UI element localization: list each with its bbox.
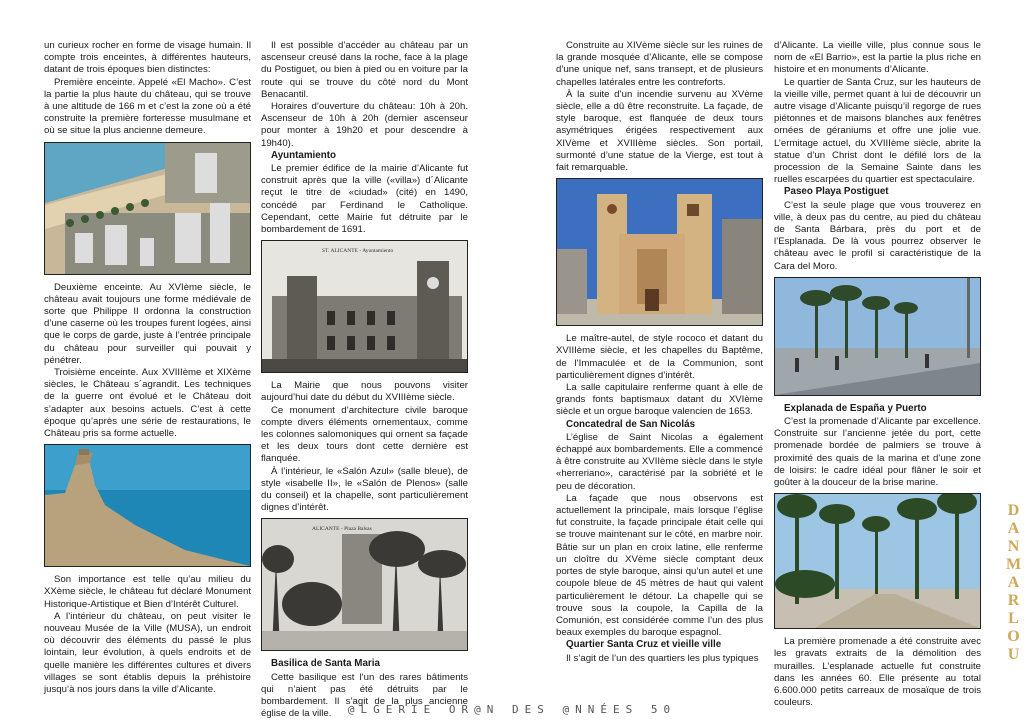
paragraph: Construite au XIVème siècle sur les ruines de la grande mosquée d’Alicante, elle se compose d’une unique nef, sans transept, et de plusieurs chapelles latérales entre les contreforts. xyxy=(556,40,763,88)
paragraph: Horaires d’ouverture du château: 10h à 20h. Ascenseur de 10h à 20h (dernier ascenseur pour monter à 19h20 et pour descendre à 19h40). xyxy=(261,101,468,149)
column-4 xyxy=(774,40,981,710)
paragraph: Première enceinte. Appelé «El Macho». C’est la partie la plus haute du château, qui se trouve à une altitude de 166 m et c’est la zone où a été construite la première forteresse musulmane et où se situe la plus ancienne demeure. xyxy=(44,76,251,137)
paragraph: A l’intérieur du château, on peut visiter le nouveau Musée de la Ville (MUSA), un endroit où découvrir des éléments du passé le plus lointain, leur évolution, à quels endroits et de quelle manière les différentes cultures et divers villages se sont établis depuis la préhistoire jusqu’à nos jours dans la ville d’Alicante. xyxy=(44,610,251,696)
photo-ayuntamiento-old xyxy=(261,240,468,373)
column-2 xyxy=(261,40,468,721)
paragraph: Il s’agit de l’un des quartiers les plus typiques xyxy=(566,652,759,664)
photo-paseo-postiguet xyxy=(774,277,981,396)
paragraph: un curieux rocher en forme de visage humain. Il compte trois enceintes, à différentes hauteurs, datant de trois époques bien distinctes: xyxy=(44,40,251,76)
page-footer: @LGERIE OR@N DES @NNÉES 50 xyxy=(347,703,677,716)
side-watermark-label: DANMARLOU xyxy=(1005,502,1022,664)
paragraph: Le maître-autel, de style rococo et datant du XVIIIème siècle, et les chapelles du Baptême, de l’Immaculée et de la Communion, sont particulièrement dignes d’intérêt. xyxy=(556,333,763,381)
section-heading: Quartier Santa Cruz et vieille ville xyxy=(566,639,722,651)
paragraph: La façade que nous observons est actuellement la principale, mais lorsque l’église fut construite, la façade principale était celle qui se trouve maintenant sur le côté, en marbre noir. Bâtie sur un plan en croix latine, elle renferme un cloître du XVème siècle comptant deux portes de style baroque, ainsi qu’un autel et une coupole bleue de 45 mètres de haut qui valent particulièrement le détour. La chapelle qui se trouve sous la coupole, la Capilla de la Comunión, est considérée comme l’un des plus beaux exemples du baroque espagnol. xyxy=(556,492,763,639)
paragraph: Troisième enceinte. Aux XVIIIème et XIXème siècles, le Château s´agrandit. Les techniques de la guerre ont évolué et le Château doit s’adapter aux besoins actuels. C’est à cette époque qu’après une série de restaurations, le Château pris sa forme actuelle. xyxy=(44,367,251,440)
section-heading: Paseo Playa Postiguet xyxy=(784,186,889,198)
paragraph: La salle capitulaire renferme quant à elle de grands fonts baptismaux datant du XVIème siècle et un orgue baroque valencien de 1653. xyxy=(556,382,763,418)
section-heading: Concatedral de San Nicolás xyxy=(566,418,696,430)
paragraph: Le quartier de Santa Cruz, sur les hauteurs de la vieille ville, permet quant à lui de découvrir un autre visage d’Alicante puisqu’il regorge de rues piétonnes et de maisons blanches aux fenêtres ornées de géraniums et offre une jolie vue. L’ermitage actuel, du XVIIIème siècle, abrite la statue d’un Christ dont le défilé lors de la procession de la Semaine Sainte dans les ruelles escarpées du quartier est spectaculaire. xyxy=(774,76,981,186)
paragraph: Cette basilique est l’un des rares bâtiments qui n’aient pas été détruits par le bombardement. Il s’agit de la plus ancienne église de la ville. xyxy=(261,671,468,720)
paragraph: d’Alicante. La vieille ville, plus connue sous le nom de «El Barrio», est la partie la plus riche en histoire et en monuments d’Alicante. xyxy=(774,40,981,76)
paragraph: Deuxième enceinte. Au XVIème siècle, le château avait toujours une forme médiévale de sorte que Philippe II ordonna la construction d’une caserne où les troupes furent logées, ainsi que le corps de garde, juste à l’entrée principale du château pour surveiller qui pouvait y pénétrer. xyxy=(44,281,251,366)
paragraph: La Mairie que nous pouvons visiter aujourd’hui date du début du XVIIIème siècle. xyxy=(261,380,468,404)
section-heading: Ayuntamiento xyxy=(271,149,336,161)
photo-castle-sea xyxy=(44,444,251,567)
photo-caption: ST. ALICANTE - Ayuntamiento xyxy=(322,248,394,255)
paragraph: Ce monument d’architecture civile baroque compte divers éléments ornementaux, comme les colonnes salomoniques qui ornent sa façade et les deux tours dont cette dernière est flanquée. xyxy=(261,404,468,465)
paragraph: Le premier édifice de la mairie d’Alicante fut construit après que la ville («villa») d´Alicante reçut le titre de «ciudad» (cité) en 1490, concédé par Ferdinand le Catholique. Cependant, cette Mairie fut détruite par le bombardement de 1691. xyxy=(261,163,468,236)
paragraph: L’église de Saint Nicolas a également échappé aux bombardements. Elle a commencé à être construite au XVIIème siècle dans le style «herreriano», caractérisé par la sobriété et le peu de décoration. xyxy=(556,431,763,492)
section-heading: Basilica de Santa Maria xyxy=(271,658,380,670)
paragraph: À l’intérieur, le «Salón Azul» (salle bleue), de style «isabelle II», le «Salón de Plenos» (salle du conseil) et la chapelle, sont particulièrement dignes d’intérêt. xyxy=(261,465,468,514)
paragraph: C’est la promenade d’Alicante par excellence. Construite sur l’ancienne jetée du port, cette promenade bordée de palmiers se trouve à proximité des quais de la marina et d’une zone de loisirs: le cadre idéal pour flâner le soir et goûter à la douceur de la brise marine. xyxy=(774,416,981,489)
paragraph: Il est possible d’accéder au château par un ascenseur creusé dans la roche, face à la plage du Postiguet, ou bien à pied ou en voiture par la route qui se trouve du côté nord du Mont Benacantil. xyxy=(261,40,468,100)
photo-plaza-balsas-old xyxy=(261,518,468,651)
photo-alicante-coast xyxy=(44,142,251,275)
paragraph: La première promenade a été construite avec les gravats extraits de la démolition des murailles. L’esplanade actuelle fut construite dans les années 60. Elle présente au total 6.600.000 petits carreaux de mosaïque de trois couleurs. xyxy=(774,636,981,709)
photo-basilica-santa-maria xyxy=(556,178,763,326)
section-heading: Explanada de España y Puerto xyxy=(784,402,927,414)
paragraph: C’est la seule plage que vous trouverez en ville, à deux pas du centre, au pied du château de Santa Bárbara, près du port et de l’Esplanada. De là vous pourrez observer le château avec le profil si caractéristique de la Cara del Moro. xyxy=(774,199,981,272)
paragraph: Son importance est telle qu’au milieu du XXème siècle, le château fut déclaré Monument Historique-Artistique et Bien d’Intérêt Culturel. xyxy=(44,574,251,610)
column-1 xyxy=(44,40,251,696)
photo-explanada xyxy=(774,493,981,629)
photo-caption: ALICANTE - Plaza Balsas xyxy=(312,526,372,533)
column-3 xyxy=(556,40,763,665)
paragraph: À la suite d’un incendie survenu au XVème siècle, elle a dû être reconstruite. La façade, de style baroque, est flanquée de deux tours asymétriques érigées respectivement aux XIVème et XVIIIème siècles. Son portail, surmonté d’une statue de la Vierge, est tout à fait remarquable. xyxy=(556,88,763,174)
